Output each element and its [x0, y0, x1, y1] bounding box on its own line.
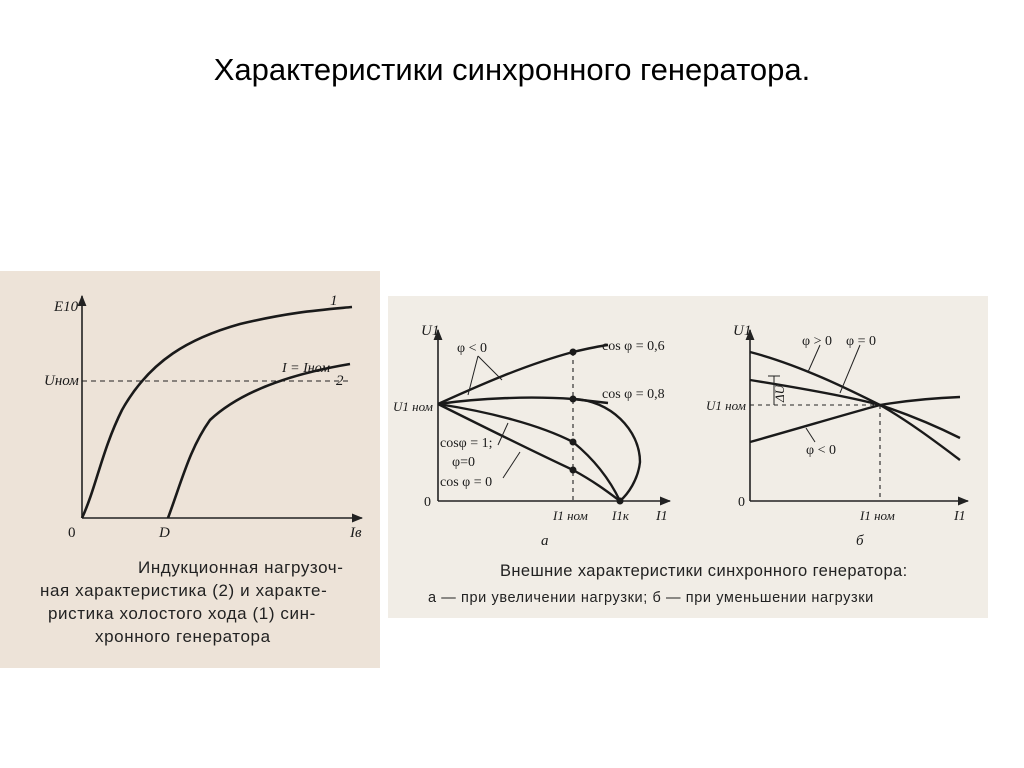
left-caption — [40, 556, 370, 648]
panel-b-y-label: U1 — [733, 323, 752, 339]
left-origin-label: 0 — [68, 525, 76, 541]
panel-a-sub-label: а — [541, 533, 549, 549]
panel-b-phi-pos-label: φ > 0 — [802, 334, 832, 349]
panel-b-sub-label: б — [856, 533, 864, 549]
right-caption-subtitle: а — при увеличении нагрузки; б — при уменьшении нагрузки — [428, 590, 874, 606]
panel-a-cos1-label-line1: cosφ = 1; — [440, 436, 493, 451]
left-x-label: Iв — [350, 525, 362, 541]
panel-a-y-label: U1 — [421, 323, 440, 339]
panel-b-leader — [808, 345, 820, 372]
panel-b-leader — [840, 345, 860, 393]
left-caption-line: ристика холостого хода (1) син- — [48, 604, 316, 623]
panel-b-origin-label: 0 — [738, 495, 745, 510]
panel-a-cos06-label: cos φ = 0,6 — [602, 339, 665, 354]
panel-b-leader — [806, 428, 815, 442]
panel-a-leader — [478, 356, 502, 380]
panel-a-point — [570, 396, 577, 403]
panel-b-phi-neg-label: φ < 0 — [806, 443, 836, 458]
panel-a-i1k-label: I1к — [612, 508, 629, 523]
panel-b-phi-zero-label: φ = 0 — [846, 334, 876, 349]
panel-b-u-nom-label: U1 ном — [706, 398, 746, 413]
panel-b-delta-u-label: ΔU — [772, 384, 787, 402]
panel-b-i-nom-label: I1 ном — [860, 508, 895, 523]
panel-a-origin-label: 0 — [424, 495, 431, 510]
slide-title: Характеристики синхронного генератора. — [213, 52, 811, 87]
left-current-eq-label: I = Iном — [282, 361, 331, 376]
panel-a-point — [570, 349, 577, 356]
panel-a-diagram — [393, 323, 670, 549]
left-diagram — [44, 293, 362, 541]
left-curve1-label: 1 — [330, 293, 338, 309]
left-caption-line: ная характеристика (2) и характе- — [40, 581, 328, 600]
left-u-nom-label: Uном — [44, 373, 79, 389]
panel-a-leader — [503, 452, 520, 478]
panel-a-i-nom-label: I1 ном — [553, 508, 588, 523]
panel-a-point — [570, 467, 577, 474]
left-caption-line: хронного генератора — [95, 627, 271, 646]
panel-a-phi-neg-label: φ < 0 — [457, 341, 487, 356]
panel-a-cos1-label-line2: φ=0 — [452, 455, 475, 470]
panel-b-curve-phi-pos — [750, 352, 960, 460]
panel-a-cos08-label: cos φ = 0,8 — [602, 387, 665, 402]
panel-a-point — [570, 439, 577, 446]
right-caption-title: Внешние характеристики синхронного генератора: — [500, 562, 908, 580]
panel-b-x-label: I1 — [954, 509, 966, 524]
panel-a-x-label: I1 — [656, 509, 668, 524]
panel-a-u-nom-label: U1 ном — [393, 399, 433, 414]
left-curve-2 — [168, 364, 350, 518]
left-curve2-label: 2 — [336, 373, 344, 389]
left-point-d-label: D — [159, 525, 170, 541]
panel-b-curve-phi-neg — [750, 397, 960, 442]
panel-b-diagram — [706, 323, 968, 549]
panel-a-point — [617, 498, 624, 505]
left-caption-line: Индукционная нагрузоч- — [138, 558, 344, 577]
panel-a-cos0-label: cos φ = 0 — [440, 475, 493, 490]
left-y-label: E10 — [54, 299, 79, 315]
